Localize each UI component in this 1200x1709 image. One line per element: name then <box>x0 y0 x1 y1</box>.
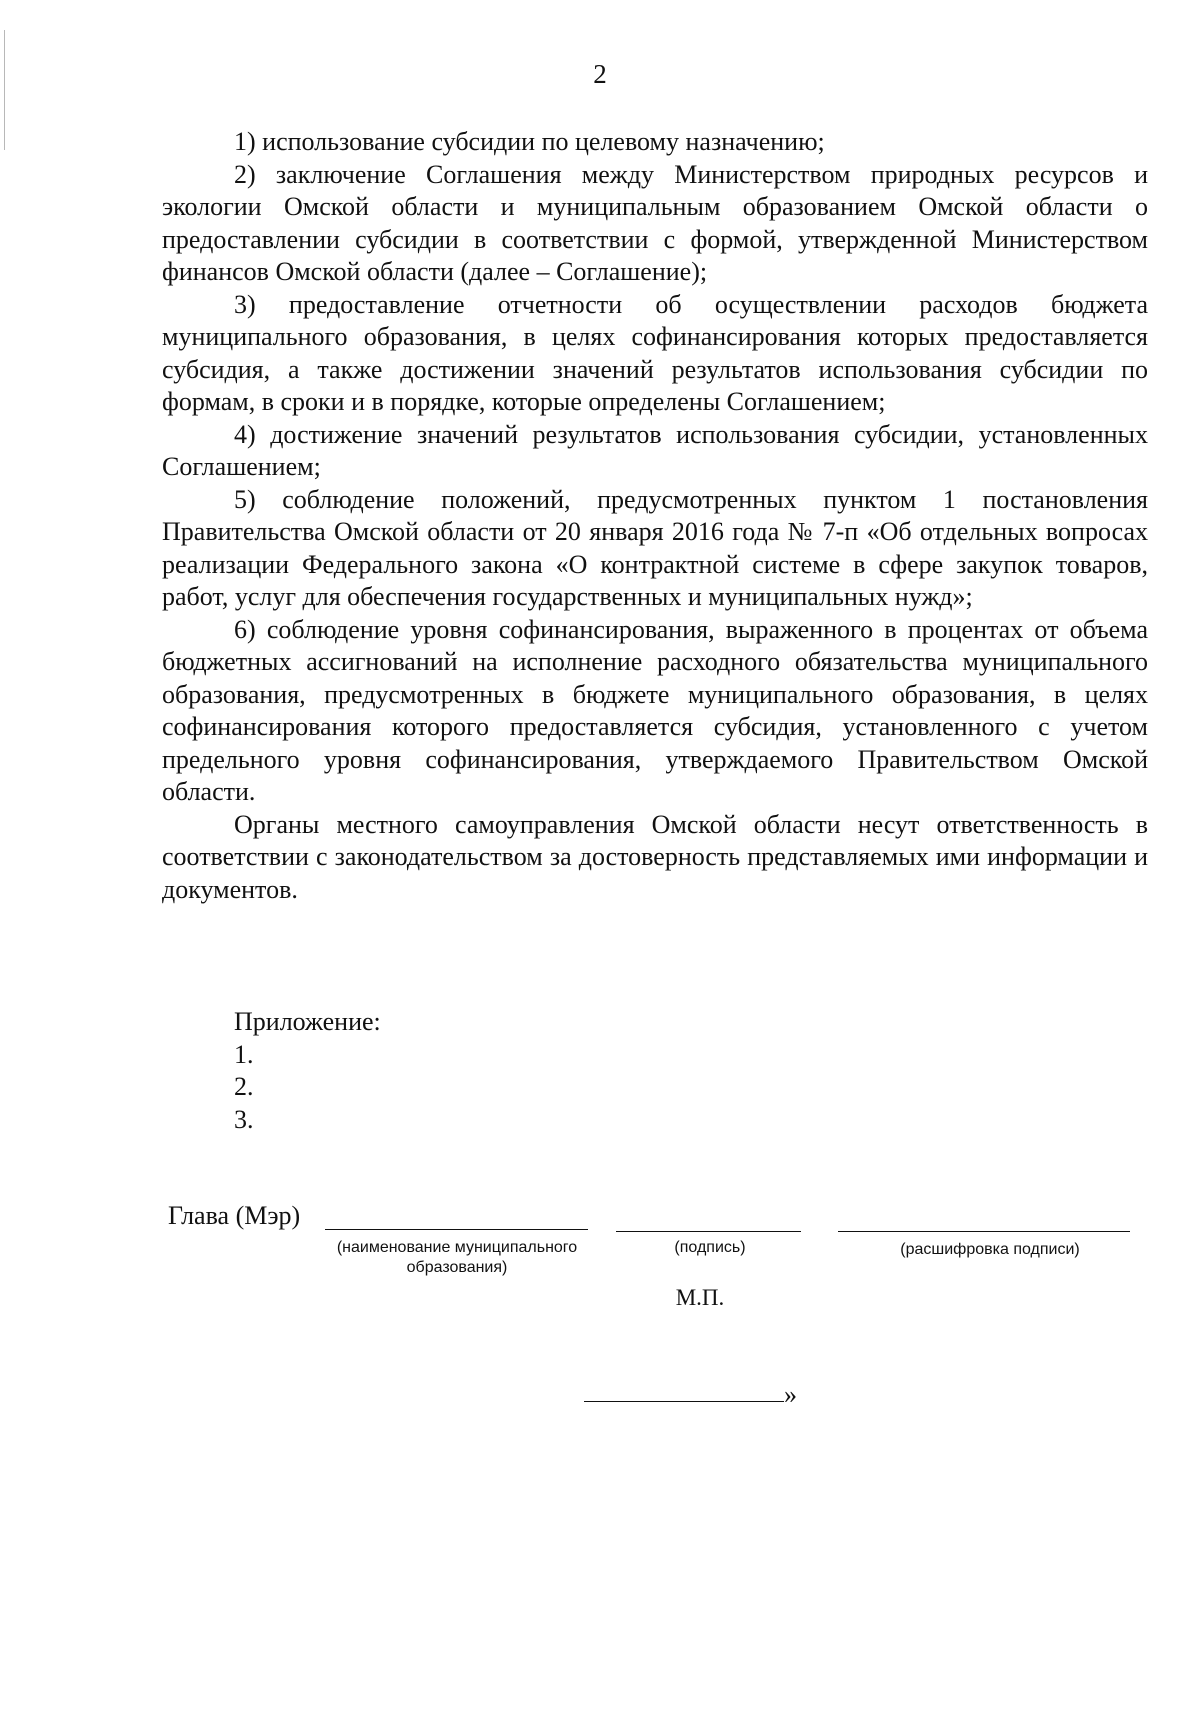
stamp-place: М.П. <box>675 1285 725 1310</box>
signatory-label: Глава (Мэр) <box>168 1201 301 1230</box>
paragraph-item-4: 4) достижение значений результатов использования субсидии, установленных Соглашением; <box>162 419 1148 481</box>
paragraph-responsibility: Органы местного самоуправления Омской области несут ответственность в соответствии с законодательством за достоверность представляемых ими информации и документов. <box>162 809 1148 904</box>
appendix-title: Приложение: <box>234 1007 381 1036</box>
appendix-block <box>234 1006 381 1136</box>
paragraph-item-5: 5) соблюдение положений, предусмотренных пунктом 1 постановления Правительства Омской области от 20 января 2016 года № 7-п «Об отдельных вопросах реализации Федерального закона «О контрактной системе в сфере закупок товаров, работ, услуг для обеспечения государственных и муниципальных нужд»; <box>162 484 1148 611</box>
signature-line <box>616 1231 801 1232</box>
appendix-item-1: 1. <box>234 1039 254 1069</box>
signature-decoding-caption: (расшифровка подписи) <box>900 1241 1080 1258</box>
closing-quote: » <box>784 1380 797 1409</box>
scan-edge-mark <box>4 30 5 150</box>
document-body <box>162 126 1148 906</box>
signature-caption: (подпись) <box>674 1239 746 1256</box>
municipality-name-line <box>325 1229 588 1230</box>
signature-decoding-line <box>838 1231 1130 1232</box>
paragraph-item-3: 3) предоставление отчетности об осуществлении расходов бюджета муниципального образования, в целях софинансирования которых предоставляется субсидия, а также достижении значений результатов использования субсидии по формам, в сроки и в порядке, которые определены Соглашением; <box>162 289 1148 416</box>
paragraph-item-6: 6) соблюдение уровня софинансирования, выраженного в процентах от объема бюджетных ассигнований на исполнение расходного обязательства муниципального образования, предусмотренных в бюджете муниципального образования, в целях софинансирования которого предоставляется субсидия, установленного с учетом предельного уровня софинансирования, утверждаемого Правительством Омской области. <box>162 614 1148 806</box>
paragraph-item-2: 2) заключение Соглашения между Министерством природных ресурсов и экологии Омской области и муниципальным образованием Омской области о предоставлении субсидии в соответствии с формой, утвержденной Министерством финансов Омской области (далее – Соглашение); <box>162 159 1148 286</box>
page-number: 2 <box>593 59 607 89</box>
appendix-item-3: 3. <box>234 1104 254 1134</box>
paragraph-item-1: 1) использование субсидии по целевому назначению; <box>234 127 825 156</box>
municipality-name-caption: (наименование муниципального образования) <box>336 1239 578 1276</box>
date-line <box>584 1401 784 1402</box>
appendix-item-2: 2. <box>234 1072 254 1101</box>
